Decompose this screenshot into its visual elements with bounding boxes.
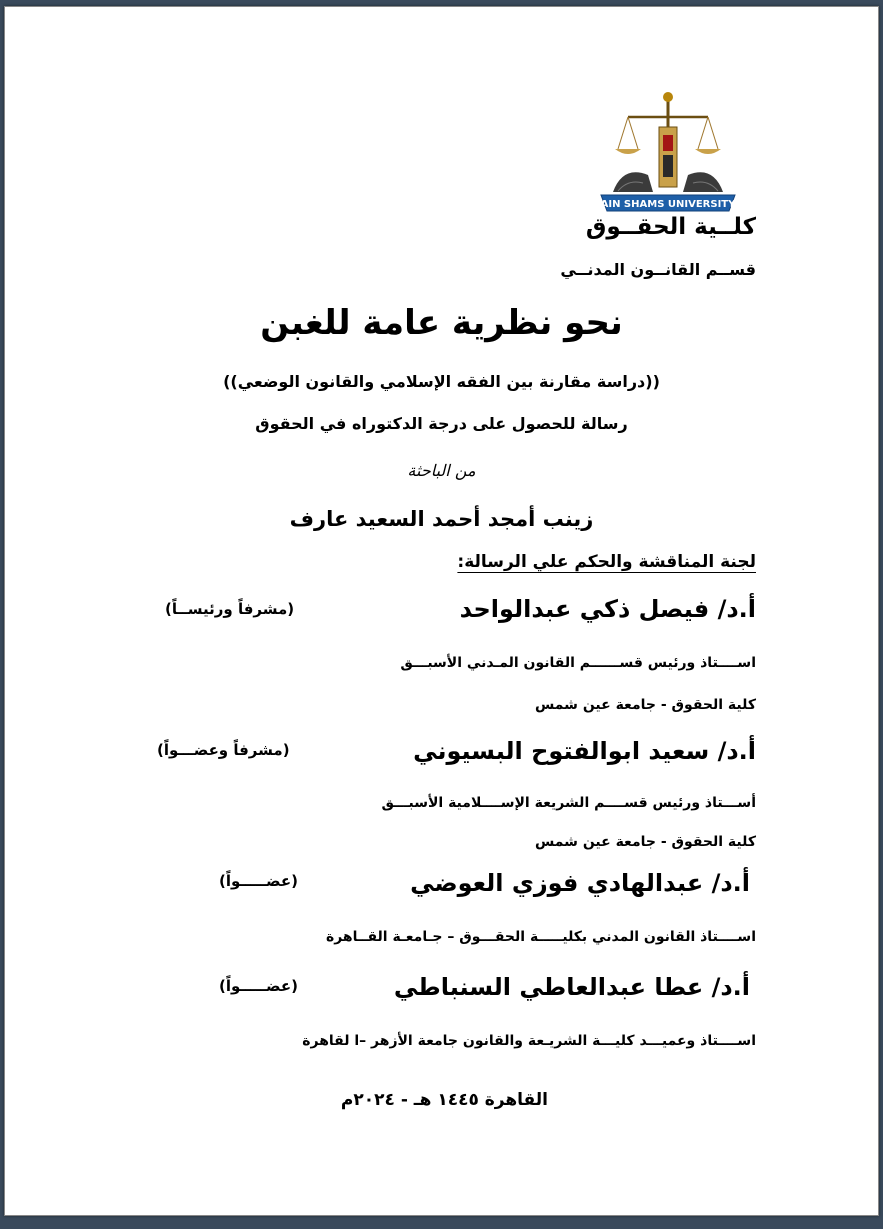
ain-shams-university-logo	[593, 87, 743, 217]
member-3-name: أ.د/ عبدالهادي فوزي العوضي	[410, 869, 750, 897]
member-2-name: أ.د/ سعيد ابوالفتوح البسيوني	[413, 737, 756, 765]
researcher-name: زينب أمجد أحمد السعيد عارف	[289, 507, 594, 531]
member-4-name: أ.د/ عطا عبدالعاطي السنباطي	[393, 973, 750, 1001]
member-2-title: أســـتاذ ورئيس قســــم الشريعة الإســــلامية الأسبـــق	[381, 795, 756, 811]
thesis-title: نحو نظرية عامة للغبن	[260, 303, 623, 343]
committee-heading: لجنة المناقشة والحكم علي الرسالة:	[457, 552, 756, 572]
by-researcher-label: من الباحثة	[407, 461, 476, 480]
member-1-role: (مشرفاً ورئيســاً)	[165, 600, 295, 618]
member-4-role: (عضـــــواً)	[219, 977, 298, 995]
thesis-purpose: رسالة للحصول على درجة الدكتوراه في الحقوق	[255, 414, 628, 433]
publication-date: القاهرة ١٤٤٥ هـ - ٢٠٢٤م	[340, 1090, 548, 1110]
document-page	[4, 6, 879, 1216]
logo-caption: AIN SHAMS UNIVERSITY	[600, 199, 736, 210]
member-2-affiliation: كلية الحقوق - جامعة عين شمس	[535, 834, 756, 850]
member-2-role: (مشرفاً وعضـــواً)	[157, 741, 290, 759]
member-1-title: اســــتاذ ورئيس قســــــم القانون المـدني الأسبـــق	[400, 655, 756, 671]
member-3-title: اســــتاذ القانون المدني بكليـــــة الحقـــوق – جـامعـة القــاهرة	[325, 929, 756, 945]
member-3-role: (عضـــــواً)	[219, 872, 298, 890]
member-4-title: اســــتاذ وعميـــد كليـــة الشريـعة والقانون جامعة الأزهر –ا لقاهرة	[302, 1033, 756, 1049]
department-name: قســم القانــون المدنــي	[560, 260, 756, 279]
faculty-name: كلــية الحقــوق	[585, 214, 756, 240]
member-1-affiliation: كلية الحقوق - جامعة عين شمس	[535, 697, 756, 713]
member-1-name: أ.د/ فيصل ذكي عبدالواحد	[459, 595, 756, 623]
thesis-subtitle: ((دراسة مقارنة بين الفقه الإسلامي والقانون الوضعي))	[223, 372, 660, 391]
